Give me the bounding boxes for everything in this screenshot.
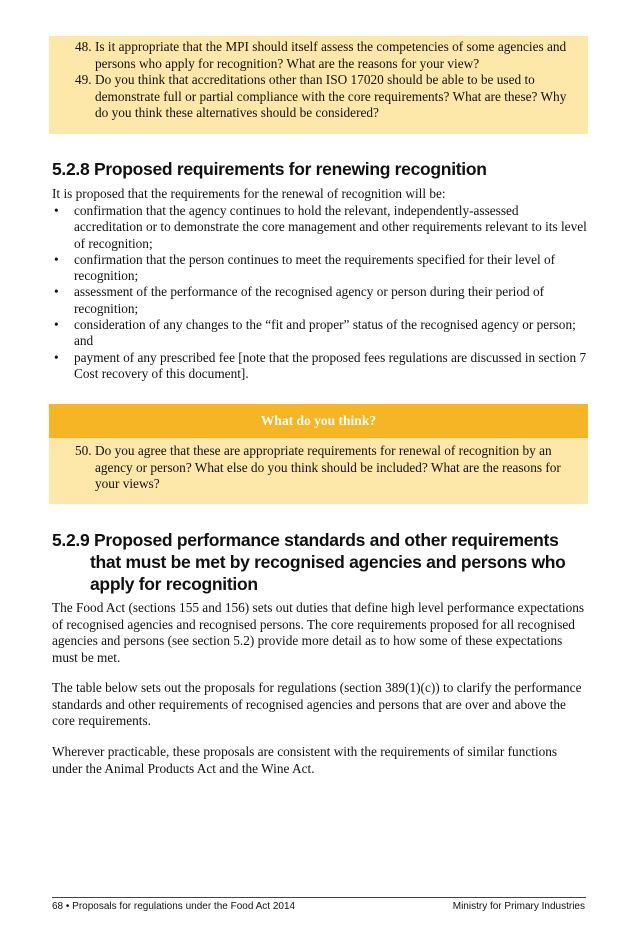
list-item [52, 203, 588, 252]
list-item-text: consideration of any changes to the “fit and proper” status of the recognised agency or person; and [74, 317, 576, 349]
question-text: Do you think that accreditations other than ISO 17020 should be able to be used to demonstrate full or partial compliance with the core requirements? What are these? Why do you think these alternatives should be considered? [95, 72, 567, 120]
question-50 [75, 443, 574, 493]
question-number: 49. [75, 72, 92, 87]
list-item [52, 284, 588, 317]
question-text: Do you agree that these are appropriate requirements for renewal of recognition by an agency or person? What else do you think should be included? What are the reasons for your views? [95, 443, 561, 491]
heading-text: Proposed performance standards and other requirements that must be met by recognised agencies and persons who apply for recognition [90, 530, 566, 594]
list-item-text: confirmation that the agency continues to hold the relevant, independently-assessed accreditation or to demonstrate the core management and other requirements relevant to its level of recognition; [74, 203, 587, 251]
list-item [52, 350, 588, 383]
bullet-icon: • [54, 317, 59, 333]
footer-divider [52, 897, 586, 898]
question-49 [75, 72, 574, 122]
question-48 [75, 39, 574, 72]
section-heading-5-2-9 [52, 529, 592, 595]
paragraph: The table below sets out the proposals for regulations (section 389(1)(c)) to clarify the performance standards and other requirements of recognised agencies and persons that are over and above the core requirements. [52, 680, 582, 728]
bullet-icon: • [54, 284, 59, 300]
question-text: Is it appropriate that the MPI should itself assess the competencies of some agencies and persons who apply for recognition? What are the reasons for your view? [95, 39, 567, 71]
list-item-text: confirmation that the person continues to meet the requirements specified for their level of recognition; [74, 251, 556, 284]
heading-number: 5.2.9 [52, 530, 90, 550]
list-item-text: payment of any prescribed fee [note that the proposed fees regulations are discussed in section 7 Cost recovery of this document]. [74, 349, 587, 381]
top-question-box [49, 36, 588, 134]
footer-page-info: 68 • Proposals for regulations under the Food Act 2014 [52, 901, 296, 912]
section-heading-5-2-8: 5.2.8 Proposed requirements for renewing recognition [52, 159, 487, 179]
list-item-text: assessment of the performance of the recognised agency or person during their period of recognition; [74, 284, 545, 316]
bullet-icon: • [54, 203, 59, 218]
list-item [52, 252, 588, 285]
list-item [52, 317, 588, 350]
requirements-list [52, 203, 588, 382]
bullet-icon: • [54, 251, 59, 267]
question-number: 48. [75, 39, 92, 54]
what-do-you-think-box [49, 404, 588, 504]
section-intro: It is proposed that the requirements for the renewal of recognition will be: [52, 186, 446, 201]
paragraph: The Food Act (sections 155 and 156) sets out duties that define high level performance expectations of recognised agencies and recognised persons. The core requirements proposed for all recognised agencies and persons (see section 5.2) provide more detail as to how some of these expectations must be met. [52, 600, 585, 665]
paragraph: Wherever practicable, these proposals are consistent with the requirements of similar functions under the Animal Products Act and the Wine Act. [52, 744, 558, 776]
bullet-icon: • [54, 349, 59, 365]
question-number: 50. [75, 443, 92, 458]
box-title: What do you think? [49, 404, 588, 438]
footer-publisher: Ministry for Primary Industries [452, 901, 585, 912]
